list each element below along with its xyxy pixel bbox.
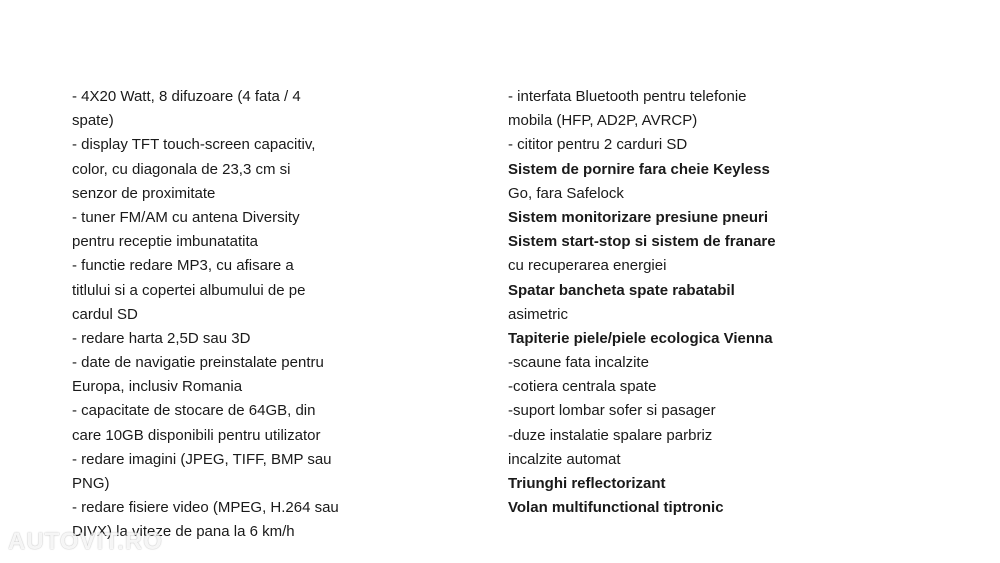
feature-text: -cotiera centrala spate (508, 378, 657, 396)
feature-heading: Volan multifunctional tiptronic (508, 499, 724, 517)
feature-text: - redare harta 2,5D sau 3D (72, 329, 251, 347)
feature-text: - date de navigatie preinstalate pentru (72, 354, 324, 372)
feature-text: - interfata Bluetooth pentru telefonie (508, 88, 747, 105)
feature-text: - capacitate de stocare de 64GB, din (72, 402, 316, 420)
feature-heading: Sistem start-stop si sistem de franare (508, 233, 776, 251)
feature-text: - tuner FM/AM cu antena Diversity (72, 208, 300, 226)
feature-text: PNG) (72, 475, 110, 492)
feature-list-right (508, 85, 808, 520)
feature-text: Europa, inclusiv Romania (72, 378, 243, 396)
feature-text: color, cu diagonala de 23,3 cm si (72, 160, 291, 178)
feature-text: - redare imagini (JPEG, TIFF, BMP sau (72, 450, 332, 468)
feature-text: - functie redare MP3, cu afisare a (72, 257, 294, 275)
feature-text: -scaune fata incalzite (508, 354, 649, 372)
feature-text: -suport lombar sofer si pasager (508, 402, 716, 420)
feature-heading: Triunghi reflectorizant (508, 475, 666, 492)
feature-text: cardul SD (72, 305, 138, 323)
feature-heading: Sistem de pornire fara cheie Keyless (508, 160, 770, 178)
feature-text: Go, fara Safelock (508, 184, 624, 202)
feature-text: spate) (72, 112, 114, 130)
feature-text: incalzite automat (508, 450, 621, 468)
feature-text: pentru receptie imbunatatita (72, 233, 258, 251)
watermark-logo: AUTOVIT.RO (8, 528, 163, 555)
feature-text: cu recuperarea energiei (508, 257, 667, 275)
feature-text: titlului si a copertei albumului de pe (72, 281, 306, 299)
feature-text: DIVX) la viteze de pana la 6 km/h (72, 523, 295, 541)
feature-text: - 4X20 Watt, 8 difuzoare (4 fata / 4 (72, 88, 301, 105)
feature-heading: Sistem monitorizare presiune pneuri (508, 208, 769, 226)
feature-text: - cititor pentru 2 carduri SD (508, 136, 688, 154)
feature-text: asimetric (508, 305, 569, 323)
feature-text: - redare fisiere video (MPEG, H.264 sau (72, 499, 339, 517)
feature-heading: Tapiterie piele/piele ecologica Vienna (508, 329, 773, 347)
feature-text: -duze instalatie spalare parbriz (508, 426, 713, 444)
feature-heading: Spatar bancheta spate rabatabil (508, 281, 735, 299)
feature-text: senzor de proximitate (72, 184, 216, 202)
feature-text: - display TFT touch-screen capacitiv, (72, 136, 316, 154)
feature-list-left (72, 85, 372, 545)
feature-text: care 10GB disponibili pentru utilizator (72, 426, 321, 444)
feature-text: mobila (HFP, AD2P, AVRCP) (508, 112, 698, 130)
